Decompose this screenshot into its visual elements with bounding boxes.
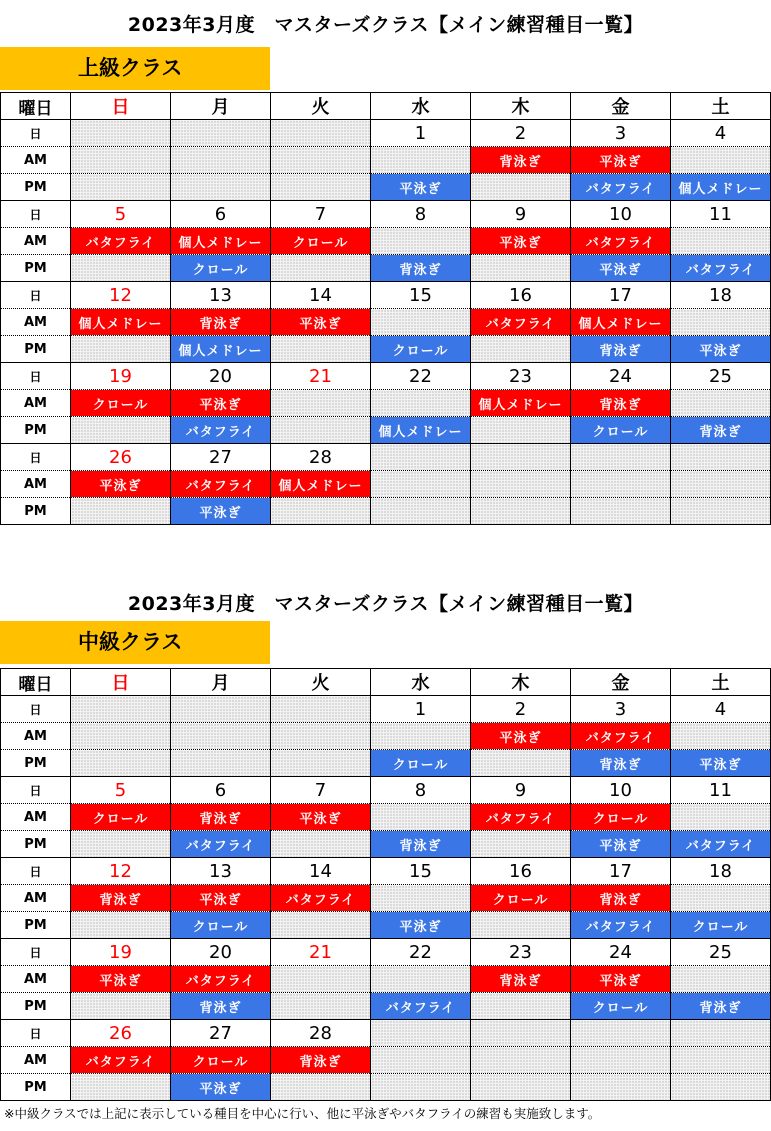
- empty-cell: [371, 1020, 471, 1047]
- weekday-header: 木: [471, 669, 571, 696]
- activity-cell: クロール: [371, 750, 471, 777]
- empty-cell: [471, 336, 571, 363]
- activity-cell: クロール: [371, 336, 471, 363]
- date-cell: 4: [671, 696, 771, 723]
- date-cell: 10: [571, 201, 671, 228]
- empty-cell: [171, 723, 271, 750]
- empty-cell: [471, 174, 571, 201]
- empty-cell: [71, 750, 171, 777]
- empty-cell: [471, 444, 571, 471]
- activity-cell: 背泳ぎ: [71, 885, 171, 912]
- empty-cell: [71, 336, 171, 363]
- date-row: [1, 1020, 771, 1047]
- activity-cell: 平泳ぎ: [671, 750, 771, 777]
- date-row: [1, 939, 771, 966]
- activity-cell: バタフライ: [571, 912, 671, 939]
- row-label-pm: PM: [1, 912, 71, 939]
- am-row: [1, 471, 771, 498]
- row-label-am: AM: [1, 1047, 71, 1074]
- date-cell: 26: [71, 1020, 171, 1047]
- empty-cell: [371, 966, 471, 993]
- activity-cell: 平泳ぎ: [71, 471, 171, 498]
- row-label-date: 日: [1, 201, 71, 228]
- empty-cell: [271, 255, 371, 282]
- activity-cell: 個人メドレー: [171, 228, 271, 255]
- empty-cell: [571, 444, 671, 471]
- date-cell: 6: [171, 777, 271, 804]
- row-label-date: 日: [1, 696, 71, 723]
- empty-cell: [271, 336, 371, 363]
- empty-cell: [171, 147, 271, 174]
- activity-cell: バタフライ: [171, 417, 271, 444]
- date-cell: 18: [671, 858, 771, 885]
- activity-cell: バタフライ: [671, 831, 771, 858]
- empty-cell: [471, 912, 571, 939]
- pm-row: [1, 1074, 771, 1101]
- activity-cell: 平泳ぎ: [571, 831, 671, 858]
- empty-cell: [71, 696, 171, 723]
- activity-cell: クロール: [171, 912, 271, 939]
- empty-cell: [371, 804, 471, 831]
- activity-cell: 背泳ぎ: [371, 831, 471, 858]
- empty-cell: [271, 390, 371, 417]
- weekday-header: 火: [271, 93, 371, 120]
- empty-cell: [271, 831, 371, 858]
- weekday-header: 金: [571, 93, 671, 120]
- empty-cell: [71, 993, 171, 1020]
- weekday-header: 水: [371, 669, 471, 696]
- row-label-date: 日: [1, 444, 71, 471]
- empty-cell: [671, 147, 771, 174]
- date-cell: 3: [571, 696, 671, 723]
- activity-cell: 個人メドレー: [571, 309, 671, 336]
- activity-cell: バタフライ: [671, 255, 771, 282]
- date-cell: 7: [271, 201, 371, 228]
- empty-cell: [271, 966, 371, 993]
- activity-cell: 平泳ぎ: [171, 1074, 271, 1101]
- date-cell: 21: [271, 363, 371, 390]
- empty-cell: [671, 723, 771, 750]
- date-cell: 26: [71, 444, 171, 471]
- empty-cell: [171, 696, 271, 723]
- activity-cell: 平泳ぎ: [271, 804, 371, 831]
- empty-cell: [671, 1020, 771, 1047]
- empty-cell: [71, 174, 171, 201]
- row-label-date: 日: [1, 363, 71, 390]
- empty-cell: [371, 147, 471, 174]
- empty-cell: [271, 498, 371, 525]
- row-label-pm: PM: [1, 750, 71, 777]
- date-cell: 1: [371, 120, 471, 147]
- empty-cell: [571, 1020, 671, 1047]
- activity-cell: バタフライ: [171, 831, 271, 858]
- activity-cell: クロール: [171, 255, 271, 282]
- am-row: [1, 723, 771, 750]
- date-cell: 27: [171, 444, 271, 471]
- date-row: [1, 444, 771, 471]
- empty-cell: [71, 498, 171, 525]
- activity-cell: 背泳ぎ: [571, 750, 671, 777]
- empty-cell: [371, 309, 471, 336]
- activity-cell: 平泳ぎ: [371, 174, 471, 201]
- empty-cell: [271, 750, 371, 777]
- pm-row: [1, 498, 771, 525]
- activity-cell: 平泳ぎ: [471, 228, 571, 255]
- pm-row: [1, 255, 771, 282]
- activity-cell: バタフライ: [471, 309, 571, 336]
- date-cell: 9: [471, 777, 571, 804]
- row-label-pm: PM: [1, 255, 71, 282]
- row-label-am: AM: [1, 471, 71, 498]
- empty-cell: [671, 498, 771, 525]
- activity-cell: バタフライ: [171, 471, 271, 498]
- date-cell: 14: [271, 282, 371, 309]
- date-cell: 24: [571, 363, 671, 390]
- activity-cell: 平泳ぎ: [171, 885, 271, 912]
- activity-cell: 背泳ぎ: [471, 966, 571, 993]
- weekday-header: 土: [671, 93, 771, 120]
- empty-cell: [371, 444, 471, 471]
- activity-cell: 個人メドレー: [271, 471, 371, 498]
- empty-cell: [171, 120, 271, 147]
- activity-cell: 個人メドレー: [471, 390, 571, 417]
- activity-cell: バタフライ: [71, 1047, 171, 1074]
- activity-cell: クロール: [471, 885, 571, 912]
- date-cell: 8: [371, 201, 471, 228]
- date-cell: 20: [171, 939, 271, 966]
- empty-cell: [671, 1074, 771, 1101]
- empty-cell: [371, 723, 471, 750]
- date-cell: 13: [171, 858, 271, 885]
- activity-cell: 平泳ぎ: [271, 309, 371, 336]
- empty-cell: [71, 255, 171, 282]
- row-label-date: 日: [1, 939, 71, 966]
- activity-cell: 個人メドレー: [171, 336, 271, 363]
- empty-cell: [671, 885, 771, 912]
- row-label-am: AM: [1, 966, 71, 993]
- weekday-header: 月: [171, 669, 271, 696]
- empty-cell: [471, 831, 571, 858]
- am-row: [1, 147, 771, 174]
- empty-cell: [371, 471, 471, 498]
- date-cell: 18: [671, 282, 771, 309]
- empty-cell: [271, 120, 371, 147]
- date-cell: 19: [71, 363, 171, 390]
- activity-cell: 平泳ぎ: [571, 966, 671, 993]
- empty-cell: [671, 228, 771, 255]
- date-cell: 28: [271, 444, 371, 471]
- activity-cell: 平泳ぎ: [671, 336, 771, 363]
- empty-cell: [271, 417, 371, 444]
- activity-cell: バタフライ: [471, 804, 571, 831]
- activity-cell: 背泳ぎ: [171, 309, 271, 336]
- class-label-intermediate: 中級クラス: [0, 621, 270, 664]
- empty-cell: [671, 309, 771, 336]
- activity-cell: バタフライ: [171, 966, 271, 993]
- pm-row: [1, 912, 771, 939]
- date-cell: 15: [371, 282, 471, 309]
- empty-cell: [171, 174, 271, 201]
- activity-cell: クロール: [71, 390, 171, 417]
- activity-cell: 平泳ぎ: [171, 498, 271, 525]
- empty-cell: [271, 723, 371, 750]
- date-cell: 13: [171, 282, 271, 309]
- activity-cell: クロール: [71, 804, 171, 831]
- date-row: [1, 777, 771, 804]
- date-cell: 8: [371, 777, 471, 804]
- activity-cell: 背泳ぎ: [371, 255, 471, 282]
- activity-cell: 背泳ぎ: [271, 1047, 371, 1074]
- row-label-pm: PM: [1, 993, 71, 1020]
- empty-cell: [71, 831, 171, 858]
- date-row: [1, 363, 771, 390]
- pm-row: [1, 417, 771, 444]
- empty-cell: [371, 390, 471, 417]
- activity-cell: 背泳ぎ: [471, 147, 571, 174]
- date-cell: 25: [671, 363, 771, 390]
- am-row: [1, 804, 771, 831]
- empty-cell: [271, 147, 371, 174]
- date-cell: 2: [471, 696, 571, 723]
- empty-cell: [571, 1074, 671, 1101]
- activity-cell: 平泳ぎ: [571, 255, 671, 282]
- date-cell: 22: [371, 939, 471, 966]
- empty-cell: [71, 1074, 171, 1101]
- activity-cell: 背泳ぎ: [171, 993, 271, 1020]
- class-label-advanced: 上級クラス: [0, 47, 270, 90]
- empty-cell: [471, 1047, 571, 1074]
- pm-row: [1, 336, 771, 363]
- pm-row: [1, 831, 771, 858]
- activity-cell: クロール: [671, 912, 771, 939]
- pm-row: [1, 174, 771, 201]
- empty-cell: [671, 471, 771, 498]
- table-header-row: [1, 669, 771, 696]
- date-cell: 19: [71, 939, 171, 966]
- empty-cell: [371, 498, 471, 525]
- date-cell: 5: [71, 777, 171, 804]
- weekday-header: 日: [71, 669, 171, 696]
- row-label-am: AM: [1, 309, 71, 336]
- row-label-date: 日: [1, 282, 71, 309]
- activity-cell: バタフライ: [571, 723, 671, 750]
- activity-cell: クロール: [571, 417, 671, 444]
- date-cell: 12: [71, 858, 171, 885]
- date-row: [1, 120, 771, 147]
- date-cell: 9: [471, 201, 571, 228]
- pm-row: [1, 750, 771, 777]
- date-cell: 23: [471, 939, 571, 966]
- activity-cell: 背泳ぎ: [671, 993, 771, 1020]
- header-weekday-label: 曜日: [1, 669, 71, 696]
- date-cell: 11: [671, 201, 771, 228]
- date-cell: 16: [471, 858, 571, 885]
- date-cell: 22: [371, 363, 471, 390]
- am-row: [1, 1047, 771, 1074]
- pm-row: [1, 993, 771, 1020]
- date-cell: 7: [271, 777, 371, 804]
- activity-cell: クロール: [271, 228, 371, 255]
- date-cell: 27: [171, 1020, 271, 1047]
- empty-cell: [471, 993, 571, 1020]
- am-row: [1, 390, 771, 417]
- empty-cell: [171, 750, 271, 777]
- row-label-am: AM: [1, 885, 71, 912]
- empty-cell: [271, 174, 371, 201]
- activity-cell: 個人メドレー: [371, 417, 471, 444]
- row-label-pm: PM: [1, 417, 71, 444]
- empty-cell: [571, 471, 671, 498]
- weekday-header: 月: [171, 93, 271, 120]
- row-label-date: 日: [1, 120, 71, 147]
- row-label-pm: PM: [1, 1074, 71, 1101]
- empty-cell: [471, 498, 571, 525]
- date-row: [1, 696, 771, 723]
- empty-cell: [571, 498, 671, 525]
- activity-cell: クロール: [171, 1047, 271, 1074]
- activity-cell: クロール: [571, 993, 671, 1020]
- am-row: [1, 228, 771, 255]
- row-label-pm: PM: [1, 336, 71, 363]
- footnote: ※中級クラスでは上記に表示している種目を中心に行い、他に平泳ぎやバタフライの練習も実施致します。: [4, 1106, 601, 1121]
- date-cell: 24: [571, 939, 671, 966]
- activity-cell: クロール: [571, 804, 671, 831]
- activity-cell: 平泳ぎ: [171, 390, 271, 417]
- activity-cell: バタフライ: [571, 174, 671, 201]
- empty-cell: [271, 912, 371, 939]
- weekday-header: 日: [71, 93, 171, 120]
- date-cell: 3: [571, 120, 671, 147]
- weekday-header: 木: [471, 93, 571, 120]
- empty-cell: [471, 1074, 571, 1101]
- date-cell: 1: [371, 696, 471, 723]
- date-cell: 11: [671, 777, 771, 804]
- activity-cell: 平泳ぎ: [71, 966, 171, 993]
- date-row: [1, 282, 771, 309]
- empty-cell: [471, 750, 571, 777]
- empty-cell: [271, 1074, 371, 1101]
- empty-cell: [271, 696, 371, 723]
- row-label-date: 日: [1, 777, 71, 804]
- empty-cell: [371, 228, 471, 255]
- date-row: [1, 858, 771, 885]
- date-cell: 16: [471, 282, 571, 309]
- empty-cell: [371, 885, 471, 912]
- activity-cell: バタフライ: [371, 993, 471, 1020]
- activity-cell: 個人メドレー: [71, 309, 171, 336]
- activity-cell: 平泳ぎ: [371, 912, 471, 939]
- date-cell: 2: [471, 120, 571, 147]
- empty-cell: [471, 471, 571, 498]
- row-label-pm: PM: [1, 498, 71, 525]
- activity-cell: 平泳ぎ: [571, 147, 671, 174]
- empty-cell: [471, 255, 571, 282]
- row-label-date: 日: [1, 858, 71, 885]
- activity-cell: バタフライ: [71, 228, 171, 255]
- empty-cell: [471, 417, 571, 444]
- empty-cell: [271, 993, 371, 1020]
- empty-cell: [71, 417, 171, 444]
- row-label-pm: PM: [1, 174, 71, 201]
- date-cell: 14: [271, 858, 371, 885]
- row-label-am: AM: [1, 147, 71, 174]
- schedule-table-advanced: [0, 92, 771, 525]
- weekday-header: 火: [271, 669, 371, 696]
- empty-cell: [671, 390, 771, 417]
- date-cell: 28: [271, 1020, 371, 1047]
- date-cell: 4: [671, 120, 771, 147]
- page-title-advanced: 2023年3月度 マスターズクラス【メイン練習種目一覧】: [127, 14, 644, 36]
- empty-cell: [371, 1074, 471, 1101]
- activity-cell: バタフライ: [271, 885, 371, 912]
- header-weekday-label: 曜日: [1, 93, 71, 120]
- row-label-am: AM: [1, 723, 71, 750]
- date-cell: 12: [71, 282, 171, 309]
- empty-cell: [671, 1047, 771, 1074]
- row-label-date: 日: [1, 1020, 71, 1047]
- date-row: [1, 201, 771, 228]
- date-cell: 5: [71, 201, 171, 228]
- date-cell: 15: [371, 858, 471, 885]
- empty-cell: [71, 912, 171, 939]
- empty-cell: [471, 1020, 571, 1047]
- date-cell: 23: [471, 363, 571, 390]
- activity-cell: 背泳ぎ: [571, 390, 671, 417]
- weekday-header: 水: [371, 93, 471, 120]
- date-cell: 20: [171, 363, 271, 390]
- empty-cell: [71, 147, 171, 174]
- empty-cell: [71, 120, 171, 147]
- row-label-pm: PM: [1, 831, 71, 858]
- schedule-table-intermediate: [0, 668, 771, 1101]
- weekday-header: 土: [671, 669, 771, 696]
- weekday-header: 金: [571, 669, 671, 696]
- empty-cell: [71, 723, 171, 750]
- am-row: [1, 309, 771, 336]
- date-cell: 17: [571, 282, 671, 309]
- page-title-intermediate: 2023年3月度 マスターズクラス【メイン練習種目一覧】: [127, 593, 644, 615]
- activity-cell: 個人メドレー: [671, 174, 771, 201]
- am-row: [1, 966, 771, 993]
- activity-cell: 平泳ぎ: [471, 723, 571, 750]
- table-header-row: [1, 93, 771, 120]
- am-row: [1, 885, 771, 912]
- date-cell: 6: [171, 201, 271, 228]
- empty-cell: [671, 444, 771, 471]
- empty-cell: [571, 1047, 671, 1074]
- row-label-am: AM: [1, 390, 71, 417]
- empty-cell: [671, 804, 771, 831]
- activity-cell: 背泳ぎ: [171, 804, 271, 831]
- row-label-am: AM: [1, 228, 71, 255]
- date-cell: 25: [671, 939, 771, 966]
- empty-cell: [671, 966, 771, 993]
- activity-cell: 背泳ぎ: [571, 336, 671, 363]
- row-label-am: AM: [1, 804, 71, 831]
- date-cell: 17: [571, 858, 671, 885]
- date-cell: 21: [271, 939, 371, 966]
- date-cell: 10: [571, 777, 671, 804]
- activity-cell: 背泳ぎ: [671, 417, 771, 444]
- empty-cell: [371, 1047, 471, 1074]
- activity-cell: 背泳ぎ: [571, 885, 671, 912]
- activity-cell: バタフライ: [571, 228, 671, 255]
